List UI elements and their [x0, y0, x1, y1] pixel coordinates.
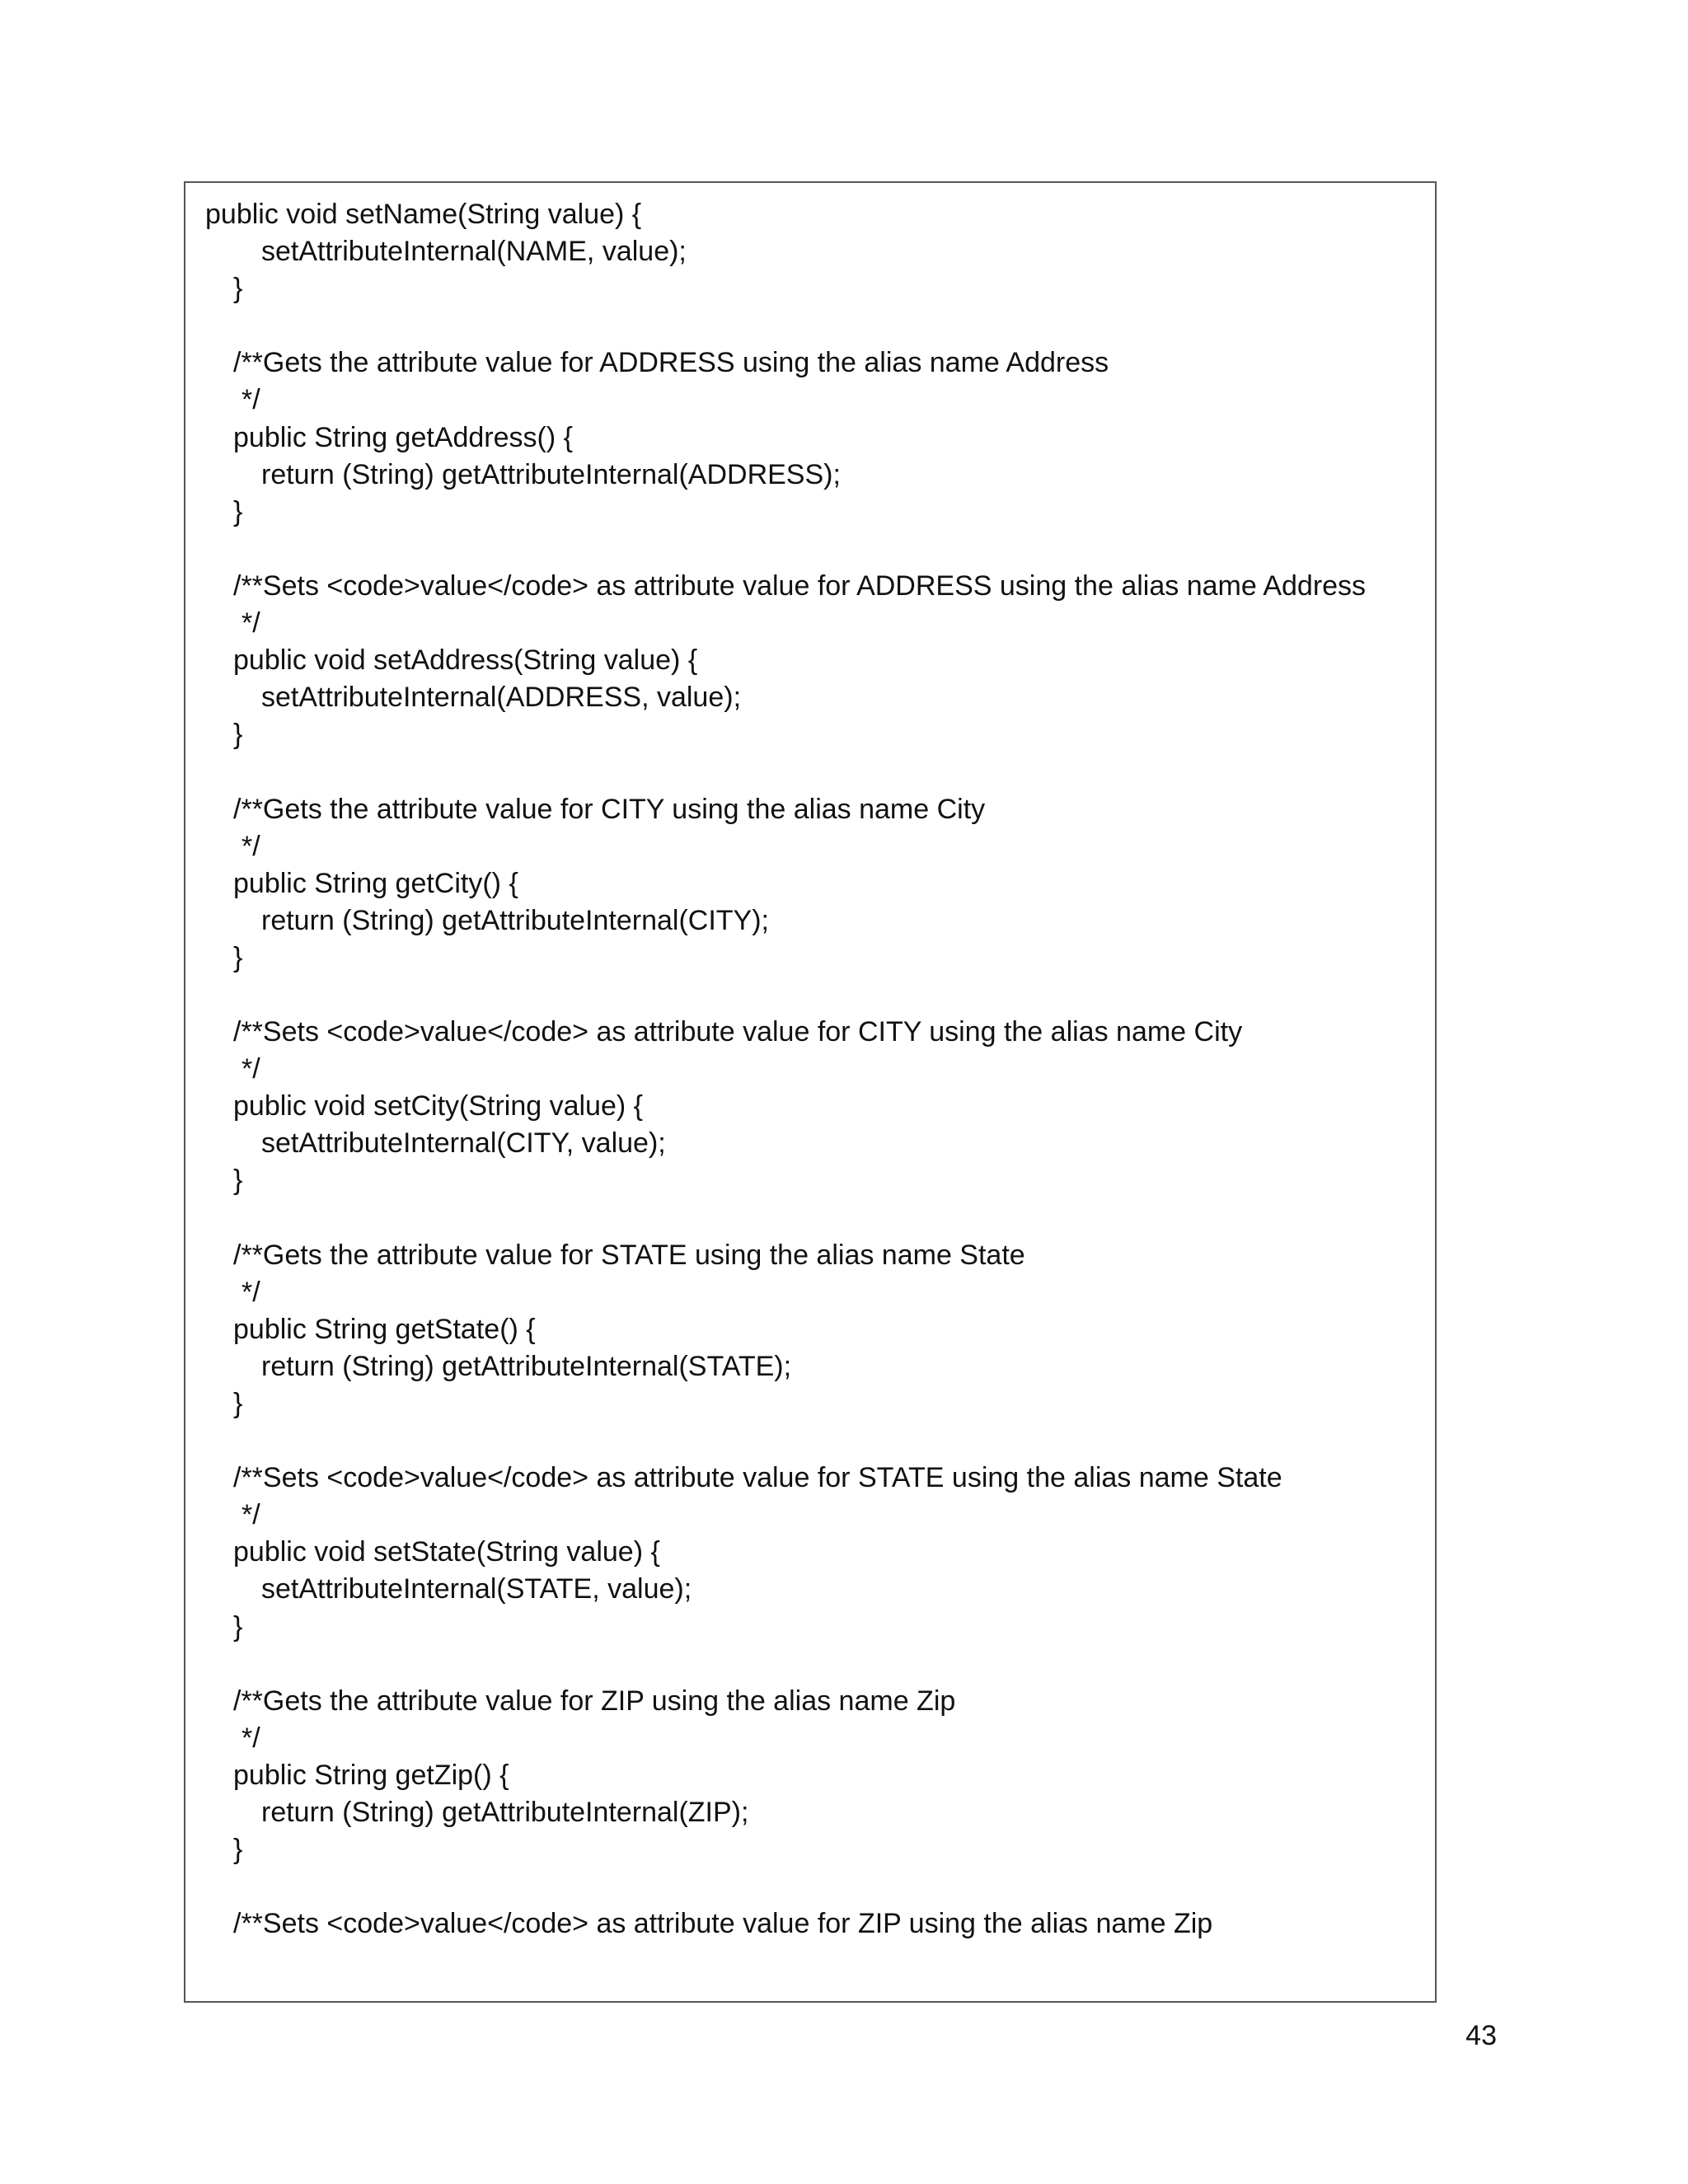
- code-line: }: [233, 1388, 243, 1419]
- code-listing-box: [184, 181, 1437, 2003]
- code-line: public void setName(String value) {: [205, 199, 642, 230]
- code-line: }: [233, 1610, 243, 1643]
- code-line: /**Gets the attribute value for ZIP using the alias name Zip: [233, 1685, 956, 1717]
- code-line: /**Gets the attribute value for STATE using the alias name State: [233, 1239, 1025, 1271]
- code-line: */: [241, 384, 260, 416]
- code-line: [205, 1422, 1366, 1460]
- code-line: /**Sets <code>value</code> as attribute value for STATE using the alias name State: [233, 1462, 1282, 1494]
- code-line: [205, 753, 1366, 790]
- code-line: */: [241, 607, 260, 640]
- code-line: */: [241, 1276, 260, 1308]
- code-line: */: [241, 1722, 260, 1754]
- code-line: public String getState() {: [233, 1313, 536, 1345]
- code-line: public void setState(String value) {: [233, 1536, 660, 1568]
- code-line: /**Sets <code>value</code> as attribute value for ZIP using the alias name Zip: [233, 1908, 1213, 1940]
- code-line: setAttributeInternal(ADDRESS, value);: [261, 682, 742, 714]
- code-line: /**Sets <code>value</code> as attribute value for CITY using the alias name City: [233, 1016, 1243, 1048]
- code-line: setAttributeInternal(NAME, value);: [261, 236, 687, 268]
- code-line: setAttributeInternal(STATE, value);: [261, 1573, 692, 1605]
- code-line: return (String) getAttributeInternal(STATE);: [261, 1350, 792, 1382]
- code-line: [205, 1200, 1366, 1237]
- code-listing: [205, 196, 1366, 1943]
- code-line: */: [241, 830, 260, 862]
- code-line: }: [233, 1834, 243, 1866]
- code-line: [205, 1868, 1366, 1905]
- code-line: */: [241, 1053, 260, 1085]
- code-line: }: [233, 941, 243, 973]
- code-line: public void setAddress(String value) {: [233, 644, 698, 677]
- code-line: public String getAddress() {: [233, 421, 573, 453]
- code-line: public void setCity(String value) {: [233, 1090, 644, 1122]
- code-line: [205, 977, 1366, 1014]
- code-line: /**Gets the attribute value for ADDRESS using the alias name Address: [233, 347, 1109, 379]
- code-line: [205, 531, 1366, 568]
- code-line: /**Sets <code>value</code> as attribute value for ADDRESS using the alias name Address: [233, 569, 1367, 602]
- code-line: public String getZip() {: [233, 1759, 509, 1791]
- code-line: /**Gets the attribute value for CITY using the alias name City: [233, 793, 986, 825]
- code-line: }: [233, 273, 243, 305]
- page-number: 43: [1465, 2020, 1497, 2051]
- code-line: [205, 1646, 1366, 1683]
- code-line: setAttributeInternal(CITY, value);: [261, 1127, 666, 1160]
- code-line: return (String) getAttributeInternal(ADDRESS);: [261, 458, 841, 490]
- code-line: [205, 307, 1366, 344]
- code-line: }: [233, 1165, 243, 1197]
- code-line: public String getCity() {: [233, 867, 518, 899]
- code-line: */: [241, 1499, 260, 1531]
- code-line: return (String) getAttributeInternal(ZIP);: [261, 1797, 749, 1829]
- code-line: }: [233, 719, 243, 751]
- code-line: return (String) getAttributeInternal(CITY);: [261, 904, 770, 936]
- code-line: }: [233, 495, 243, 527]
